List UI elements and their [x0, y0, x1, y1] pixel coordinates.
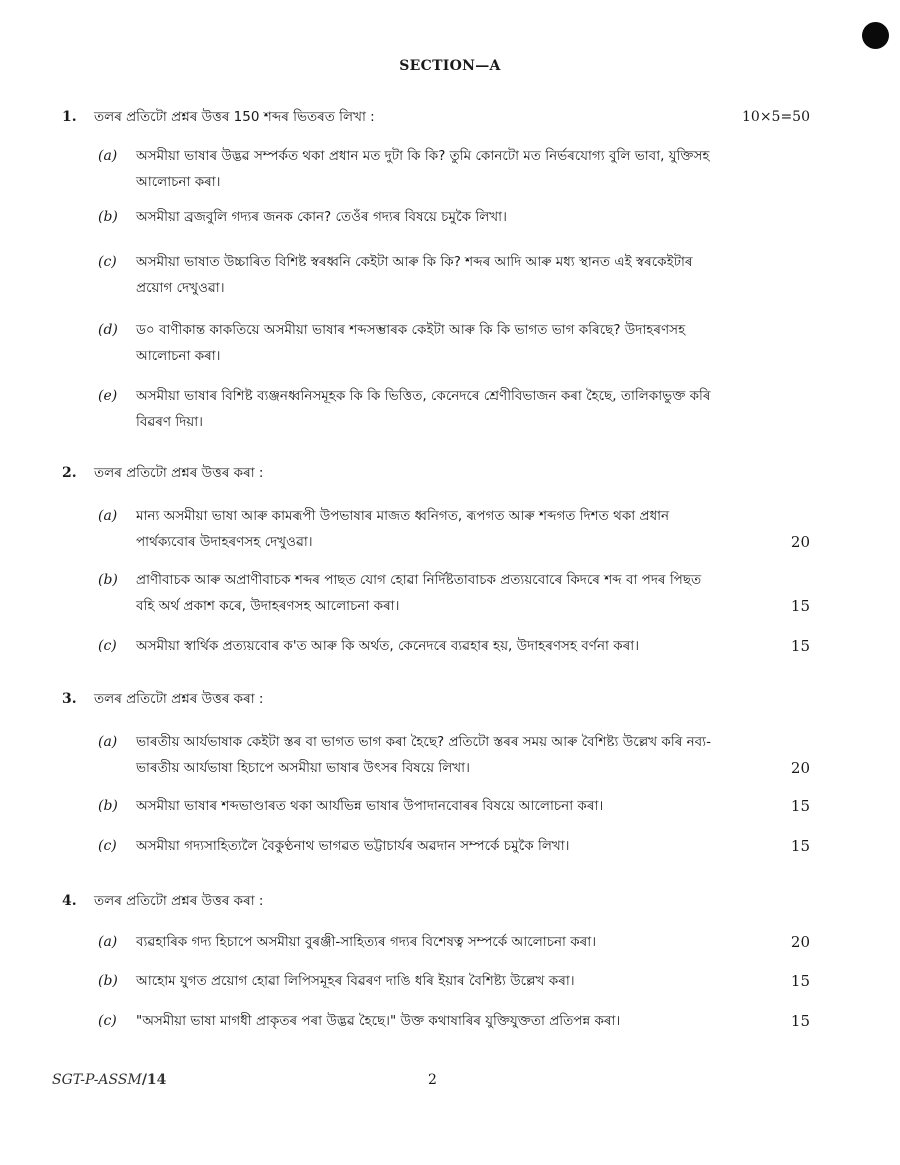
sub-question-marks: 15 [790, 1012, 810, 1030]
question-3 [62, 689, 822, 855]
sub-question-line: অসমীয়া ভাষাৰ উদ্ভৱ সম্পৰ্কত থকা প্ৰধান মত দুটা কি কি? তুমি কোনটো মত নিৰ্ভৰযোগ্য বুলি ভাবা, যুক্তিসহ [136, 148, 710, 164]
sub-question-label: (a) [98, 734, 118, 750]
section-title: SECTION—A [399, 58, 501, 74]
sub-question-line: ব্যৱহাৰিক গদ্য হিচাপে অসমীয়া বুৰঞ্জী-সাহিত্যৰ গদ্যৰ বিশেষত্ব সম্পৰ্কে আলোচনা কৰা। [136, 934, 597, 950]
sub-question-line: ভাৰতীয় আৰ্যভাষাক কেইটা স্তৰ বা ভাগত ভাগ কৰা হৈছে? প্ৰতিটো স্তৰৰ সময় আৰু বৈশিষ্ট্য উল্লেখ কৰি নব্য- [136, 734, 711, 750]
question-2 [62, 463, 822, 655]
sub-question-marks: 20 [790, 533, 810, 551]
sub-question-line: বিৱৰণ দিয়া। [136, 414, 203, 430]
sub-question-label: (c) [98, 838, 117, 854]
sub-question-line: ড০ বাণীকান্ত কাকতিয়ে অসমীয়া ভাষাৰ শব্দসম্ভাৰক কেইটা আৰু কি কি ভাগত ভাগ কৰিছে? উদাহৰণসহ [136, 322, 686, 338]
question-instruction: তলৰ প্ৰতিটো প্ৰশ্নৰ উত্তৰ কৰা : [94, 465, 264, 481]
question-number: 4. [62, 893, 77, 909]
sub-question-line: প্ৰয়োগ দেখুওৱা। [136, 280, 225, 296]
sub-question-line: অসমীয়া ব্ৰজবুলি গদ্যৰ জনক কোন? তেওঁৰ গদ্যৰ বিষয়ে চমুকৈ লিখা। [136, 209, 507, 225]
sub-question-line: অসমীয়া ভাষাৰ বিশিষ্ট ব্যঞ্জনধ্বনিসমূহক কি কি ভিত্তিত, কেনেদৰে শ্ৰেণীবিভাজন কৰা হৈছে, তালিকাভুক্ত কৰি [136, 388, 711, 404]
sub-question-label: (c) [98, 254, 117, 270]
sub-question-line: বহি অৰ্থ প্ৰকাশ কৰে, উদাহৰণসহ আলোচনা কৰা। [136, 598, 400, 614]
question-number: 1. [62, 109, 77, 125]
sub-question-marks: 15 [790, 837, 810, 855]
sub-question-label: (a) [98, 148, 118, 164]
corner-dot-mark [862, 22, 889, 49]
sub-question-line: আলোচনা কৰা। [136, 348, 221, 364]
sub-question-label: (d) [98, 322, 118, 338]
sub-question-line: প্ৰাণীবাচক আৰু অপ্ৰাণীবাচক শব্দৰ পাছত যোগ হোৱা নিৰ্দিষ্টতাবাচক প্ৰত্যয়বোৰে কিদৰে শব্দ বা পদৰ পিছত [136, 572, 702, 588]
sub-question-marks: 15 [790, 972, 810, 990]
sub-question-label: (b) [98, 572, 118, 588]
sub-question-line: অসমীয়া ভাষাৰ শব্দভাণ্ডাৰত থকা আৰ্যভিন্ন ভাষাৰ উপাদানবোৰৰ বিষয়ে আলোচনা কৰা। [136, 798, 604, 814]
sub-question-label: (e) [98, 388, 118, 404]
sub-question-line: অসমীয়া ভাষাত উচ্চাৰিত বিশিষ্ট স্বৰধ্বনি কেইটা আৰু কি কি? শব্দৰ আদি আৰু মধ্য স্থানত এই স্বৰকেইটাৰ [136, 254, 693, 270]
question-instruction: তলৰ প্ৰতিটো প্ৰশ্নৰ উত্তৰ কৰা : [94, 691, 264, 707]
sub-question-marks: 15 [790, 797, 810, 815]
sub-question-line: "অসমীয়া ভাষা মাগধী প্ৰাকৃতৰ পৰা উদ্ভৱ হৈছে।" উক্ত কথাষাৰিৰ যুক্তিযুক্ততা প্ৰতিপন্ন কৰা। [136, 1013, 621, 1029]
question-instruction: তলৰ প্ৰতিটো প্ৰশ্নৰ উত্তৰ 150 শব্দৰ ভিতৰত লিখা : [94, 109, 375, 125]
question-number: 2. [62, 465, 77, 481]
sub-question-label: (a) [98, 508, 118, 524]
page-number: 2 [428, 1072, 437, 1088]
sub-question-label: (b) [98, 798, 118, 814]
sub-question-label: (a) [98, 934, 118, 950]
sub-question-line: আহোম যুগত প্ৰয়োগ হোৱা লিপিসমূহৰ বিৱৰণ দাঙি ধৰি ইয়াৰ বৈশিষ্ট্য উল্লেখ কৰা। [136, 973, 575, 989]
sub-question-marks: 20 [790, 933, 810, 951]
paper-code [52, 1072, 166, 1088]
sub-question-marks: 15 [790, 597, 810, 615]
sub-question-line: অসমীয়া স্বাৰ্থিক প্ৰত্যয়বোৰ ক'ত আৰু কি অৰ্থত, কেনেদৰে ব্যৱহাৰ হয়, উদাহৰণসহ বৰ্ণনা কৰা। [136, 638, 640, 654]
sub-question-line: আলোচনা কৰা। [136, 174, 221, 190]
sub-question-line: ভাৰতীয় আৰ্যভাষা হিচাপে অসমীয়া ভাষাৰ উৎসৰ বিষয়ে লিখা। [136, 760, 470, 776]
sub-question-label: (c) [98, 638, 117, 654]
question-1 [62, 107, 822, 430]
sub-question-line: মান্য অসমীয়া ভাষা আৰু কামৰূপী উপভাষাৰ মাজত ধ্বনিগত, ৰূপগত আৰু শব্দগত দিশত থকা প্ৰধান [136, 508, 670, 524]
question-4 [62, 891, 822, 1030]
paper-code-text: SGT-P-ASSM [52, 1072, 142, 1088]
question-total-marks: 10×5=50 [742, 109, 810, 125]
sub-question-marks: 15 [790, 637, 810, 655]
paper-code-suffix: /14 [141, 1072, 167, 1088]
sub-question-line: অসমীয়া গদ্যসাহিত্যলৈ বৈকুণ্ঠনাথ ভাগৱত ভট্টাচাৰ্যৰ অৱদান সম্পৰ্কে চমুকৈ লিখা। [136, 838, 570, 854]
sub-question-label: (b) [98, 973, 118, 989]
question-instruction: তলৰ প্ৰতিটো প্ৰশ্নৰ উত্তৰ কৰা : [94, 893, 264, 909]
sub-question-label: (c) [98, 1013, 117, 1029]
sub-question-marks: 20 [790, 759, 810, 777]
sub-question-label: (b) [98, 209, 118, 225]
question-number: 3. [62, 691, 77, 707]
sub-question-line: পাৰ্থক্যবোৰ উদাহৰণসহ দেখুওৱা। [136, 534, 313, 550]
